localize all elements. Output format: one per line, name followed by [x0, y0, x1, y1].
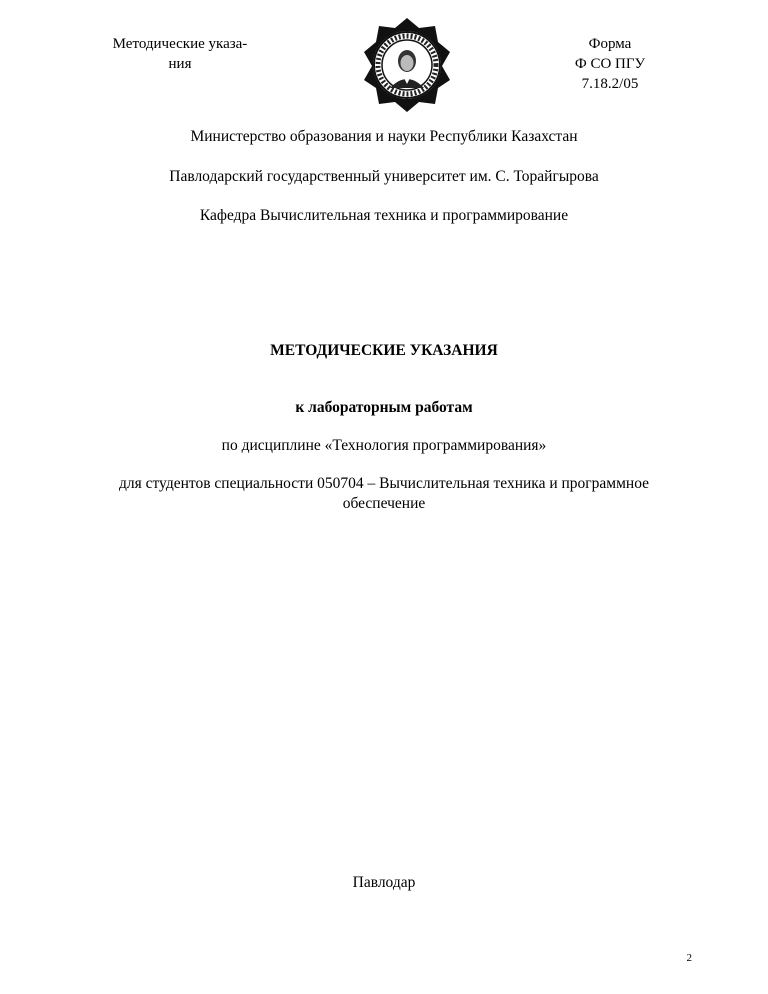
header-right [520, 34, 700, 94]
city-line: Павлодар [352, 874, 416, 891]
document-title: МЕТОДИЧЕСКИЕ УКАЗАНИЯ [270, 342, 498, 359]
form-label: Форма [588, 36, 632, 52]
audience-line-2: обеспечение [342, 495, 426, 512]
page-number: 2 [686, 952, 692, 964]
university-line: Павлодарский государственный университет им. С. Торайгырова [169, 168, 599, 185]
header-left-line1: Методические указа- [112, 36, 248, 52]
form-number: 7.18.2/05 [581, 76, 639, 92]
university-seal-icon [362, 16, 452, 114]
audience-line-1: для студентов специальности 050704 – Вычислительная техника и программное [118, 475, 650, 492]
form-code: Ф СО ПГУ [574, 56, 646, 72]
header-left [70, 34, 290, 74]
header-left-line2: ния [168, 56, 192, 72]
document-subtitle: к лабораторным работам [295, 399, 473, 416]
department-line: Кафедра Вычислительная техника и программирование [199, 207, 569, 224]
discipline-line: по дисциплине «Технология программирования» [221, 437, 547, 454]
ministry-line: Министерство образования и науки Республики Казахстан [190, 128, 578, 145]
